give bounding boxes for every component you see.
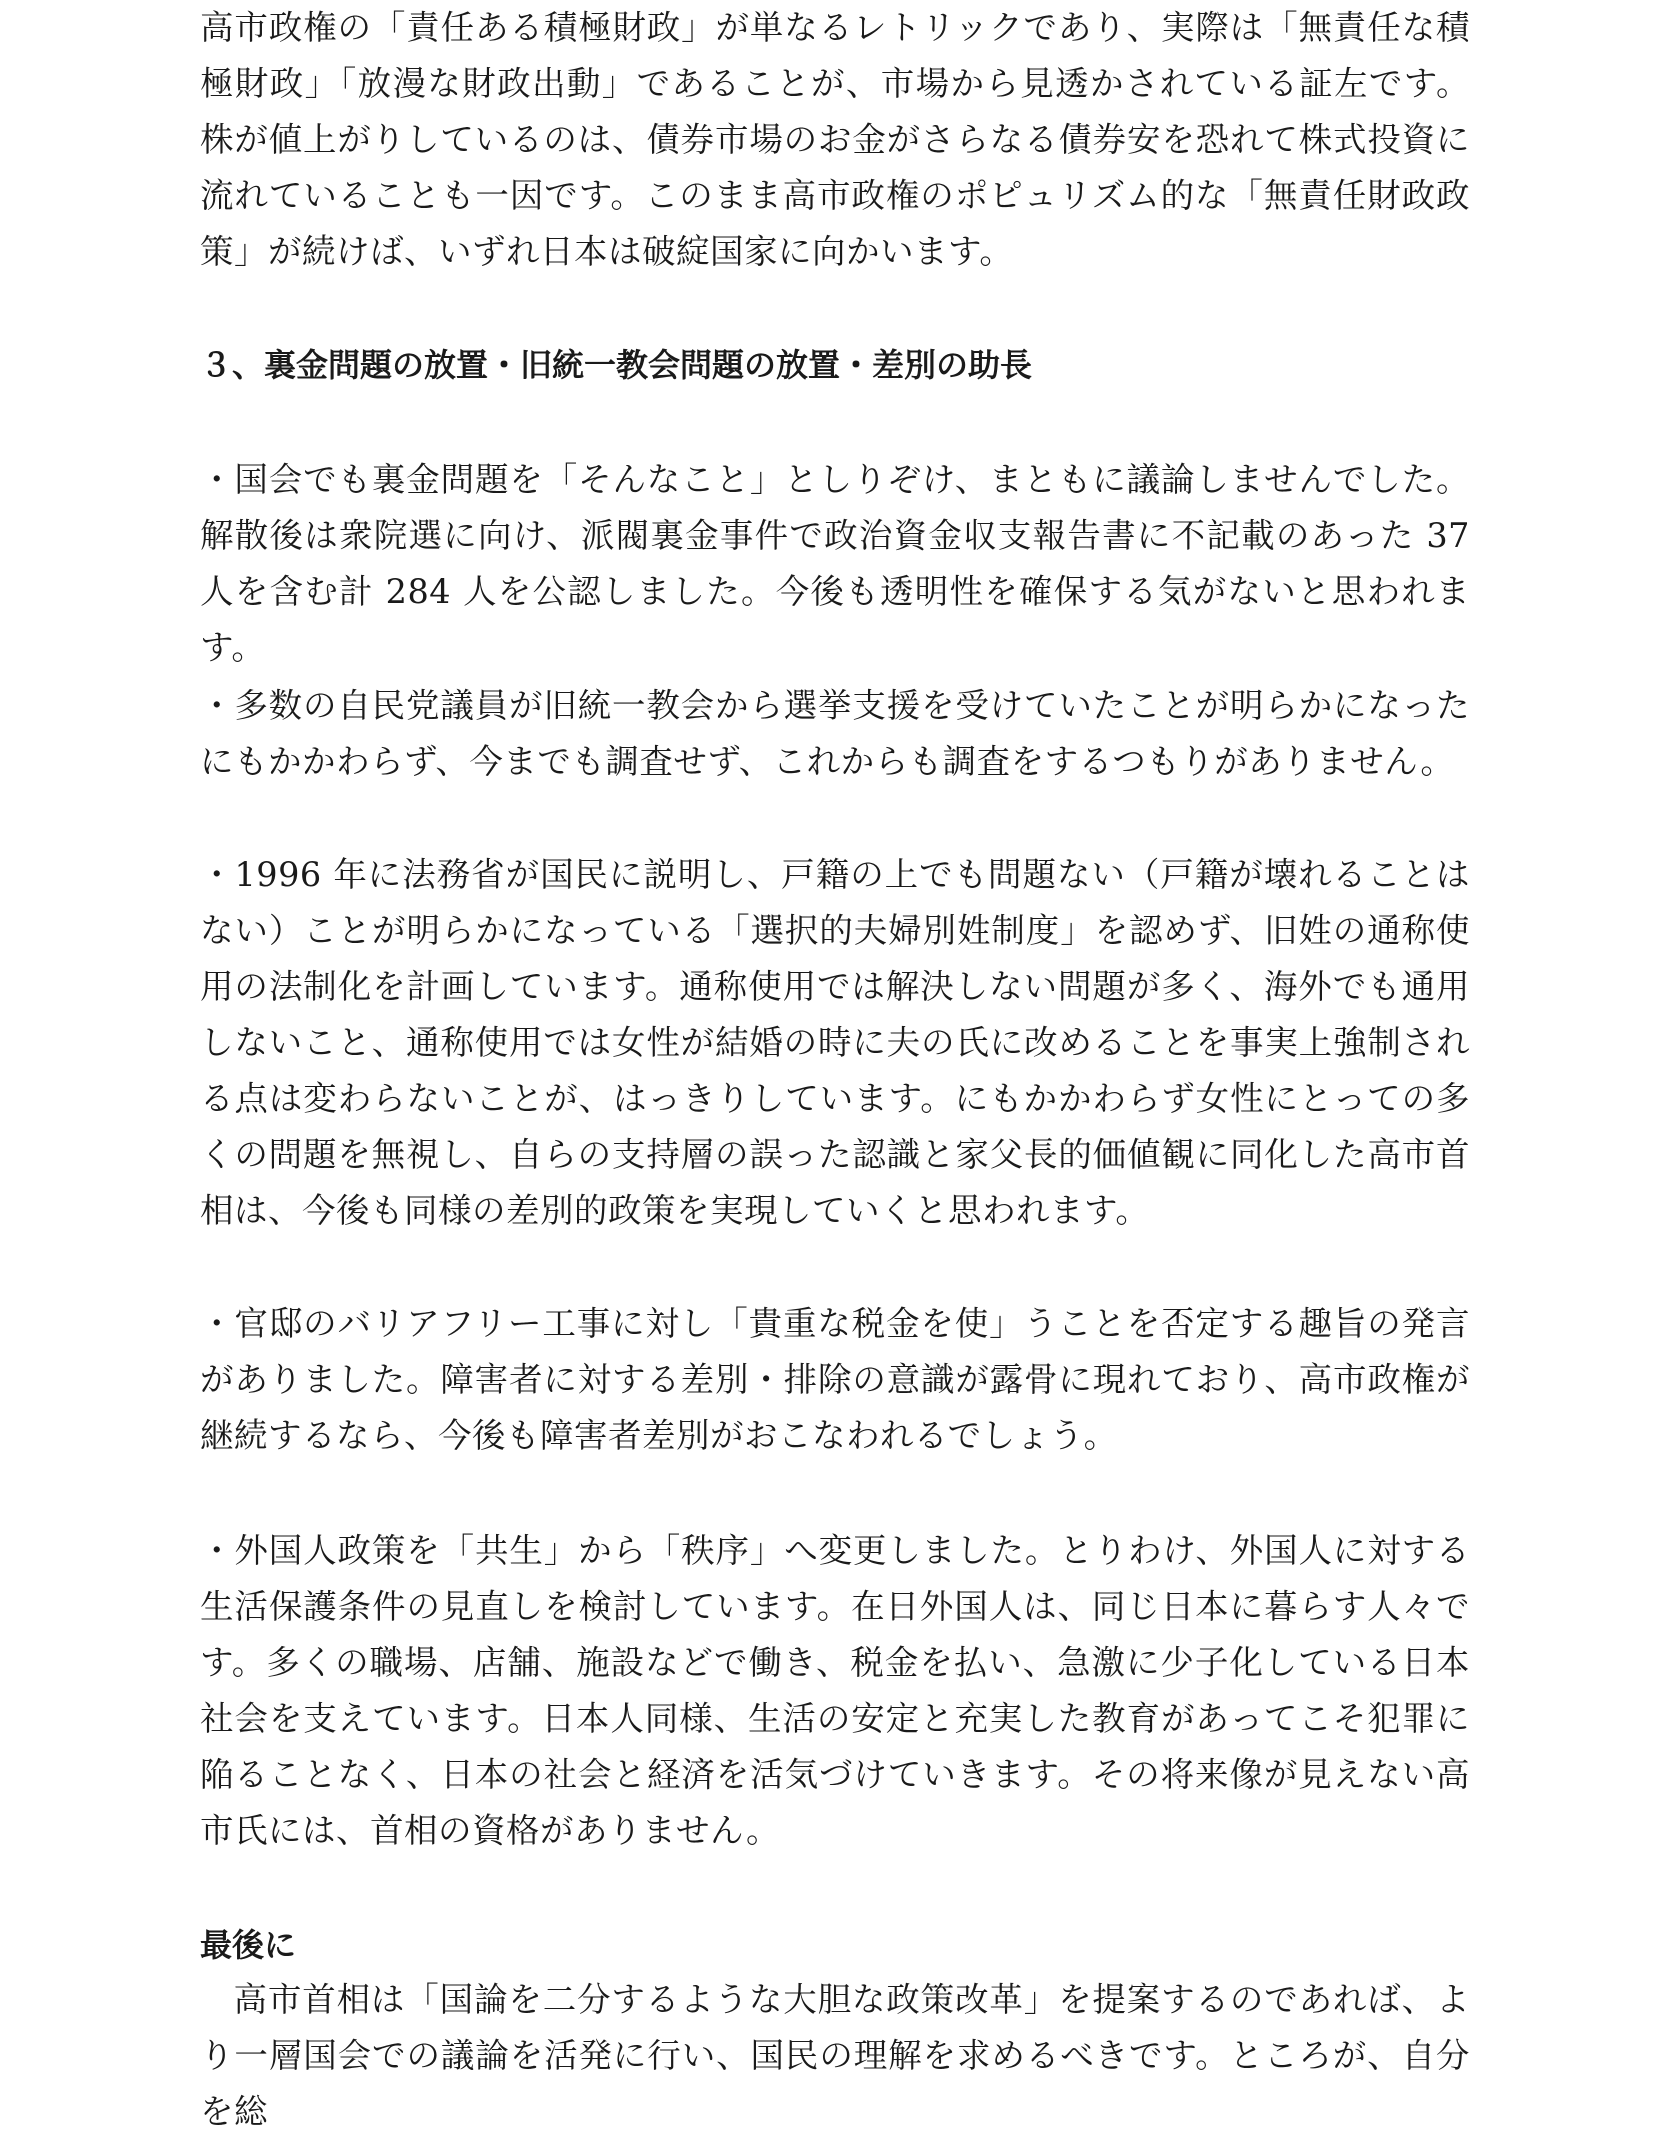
section-3-heading: ３、裏金問題の放置・旧統一教会問題の放置・差別の助長 <box>200 346 1033 384</box>
bullet-foreign-policy: ・外国人政策を「共生」から「秩序」へ変更しました。とりわけ、外国人に対する生活保護条件の見直しを検討しています。在日外国人は、同じ日本に暮らす人々です。多くの職場、店舗、施設などで働き、税金を払い、急激に少子化している日本社会を支えています。日本人同様、生活の安定と充実した教育があってこそ犯罪に陥ることなく、日本の社会と経済を活気づけていきます。その将来像が見えない高市氏には、首相の資格がありません。 <box>200 1531 1470 1850</box>
bullet-barrier-free: ・官邸のバリアフリー工事に対し「貴重な税金を使」うことを否定する趣旨の発言がありました。障害者に対する差別・排除の意識が露骨に現れており、高市政権が継続するなら、今後も障害者差別がおこなわれるでしょう。 <box>200 1304 1470 1455</box>
bullet-separate-surnames: ・1996 年に法務省が国民に説明し、戸籍の上でも問題ない（戸籍が壊れることはない）ことが明らかになっている「選択的夫婦別姓制度」を認めず、旧姓の通称使用の法制化を計画しています。通称使用では解決しない問題が多く、海外でも通用しないこと、通称使用では女性が結婚の時に夫の氏に改めることを事実上強制される点は変わらないことが、はっきりしています。にもかかわらず女性にとっての多くの問題を無視し、自らの支持層の誤った認識と家父長的価値観に同化した高市首相は、今後も同様の差別的政策を実現していくと思われます。 <box>200 855 1470 1230</box>
bullet-unification-church: ・多数の自民党議員が旧統一教会から選挙支援を受けていたことが明らかになったにもかかわらず、今までも調査せず、これからも調査をするつもりがありません。 <box>200 686 1470 781</box>
closing-heading: 最後に <box>200 1926 297 1964</box>
bullet-slush-fund: ・国会でも裏金問題を「そんなこと」としりぞけ、まともに議論しませんでした。解散後は衆院選に向け、派閥裏金事件で政治資金収支報告書に不記載のあった 37 人を含む計 284 人を公認しました。今後も透明性を確保する気がないと思われます。 <box>200 460 1470 667</box>
paragraph-fiscal-policy: 高市政権の「責任ある積極財政」が単なるレトリックであり、実際は「無責任な積極財政」「放漫な財政出動」であることが、市場から見透かされている証左です。株が値上がりしているのは、債券市場のお金がさらなる債券安を恐れて株式投資に流れていることも一因です。このまま高市政権のポピュリズム的な「無責任財政政策」が続けば、いずれ日本は破綻国家に向かいます。 <box>200 8 1470 271</box>
closing-paragraph: 高市首相は「国論を二分するような大胆な政策改革」を提案するのであれば、より一層国会での議論を活発に行い、国民の理解を求めるべきです。ところが、自分を総 <box>200 1980 1470 2131</box>
